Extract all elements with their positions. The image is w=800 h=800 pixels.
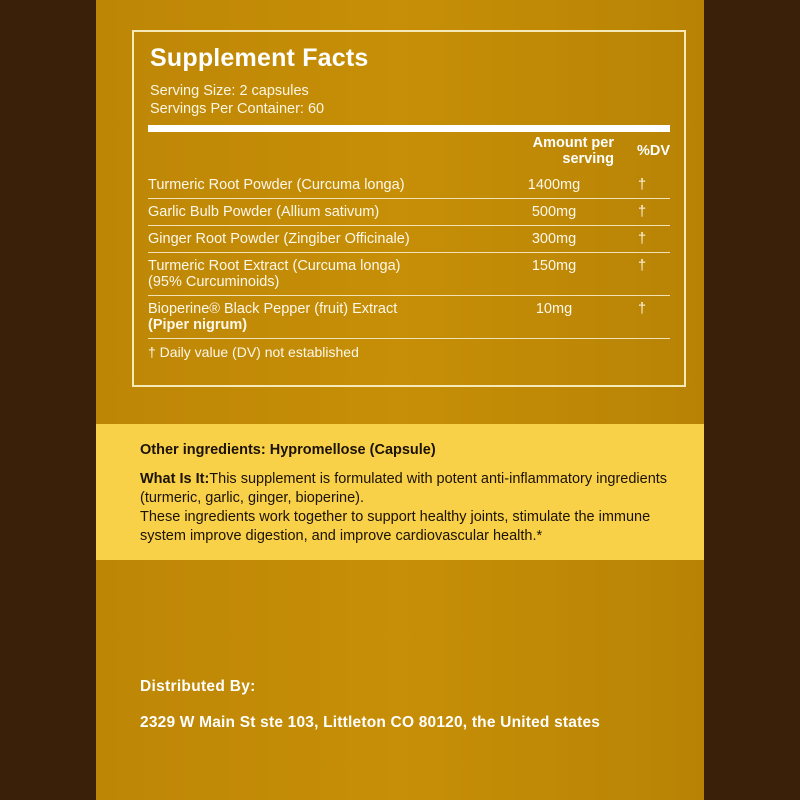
distributed-by-block <box>140 678 700 732</box>
what-is-it-text-1: This supplement is formulated with potent anti-inflammatory ingredients (turmeric, garlic, ginger, bioperine). <box>140 471 668 507</box>
ingredient-amount: 10mg <box>494 296 614 339</box>
other-ingredients-label: Other ingredients: <box>140 442 266 458</box>
table-row <box>148 172 670 199</box>
supplement-facts-table <box>148 132 670 365</box>
ingredient-dv: † <box>614 199 670 226</box>
table-row <box>148 253 670 296</box>
daily-value-footnote: † Daily value (DV) not established <box>148 344 359 360</box>
other-ingredients-value: Hypromellose (Capsule) <box>269 442 436 458</box>
ingredient-amount: 1400mg <box>494 172 614 199</box>
ingredient-amount: 300mg <box>494 226 614 253</box>
distributed-by-title: Distributed By: <box>140 678 256 695</box>
table-header-row <box>148 132 670 172</box>
footnote-row <box>148 339 670 366</box>
ingredient-name-sub: (Piper nigrum) <box>148 317 248 333</box>
what-is-it-text-2: These ingredients work together to support healthy joints, stimulate the immune system improve digestion, and improve cardiovascular health.* <box>140 509 651 545</box>
page-title: Supplement Facts <box>150 44 369 72</box>
ingredient-dv: † <box>614 172 670 199</box>
serving-size: Serving Size: 2 capsules <box>150 83 309 99</box>
ingredient-dv: † <box>614 226 670 253</box>
ingredient-name: Turmeric Root Powder (Curcuma longa) <box>148 172 494 199</box>
product-label <box>96 0 704 800</box>
column-header-amount: Amount per serving <box>532 135 614 167</box>
table-row <box>148 226 670 253</box>
ingredient-dv: † <box>614 253 670 296</box>
what-is-it-label: What Is It: <box>140 471 210 487</box>
ingredient-name-main: Turmeric Root Extract (Curcuma longa) <box>148 258 401 274</box>
other-ingredients-block <box>96 424 704 560</box>
header-divider <box>148 125 670 132</box>
supplement-facts-panel <box>132 30 686 387</box>
ingredient-dv: † <box>614 296 670 339</box>
column-header-blank <box>148 132 494 172</box>
ingredient-name-main: Bioperine® Black Pepper (fruit) Extract <box>148 301 398 317</box>
ingredient-amount: 500mg <box>494 199 614 226</box>
servings-per-container: Servings Per Container: 60 <box>150 101 325 117</box>
table-row <box>148 199 670 226</box>
column-header-dv: %DV <box>636 143 670 159</box>
what-is-it-block <box>140 470 682 547</box>
table-row <box>148 296 670 339</box>
other-ingredients-line <box>140 442 682 458</box>
distributed-by-address: 2329 W Main St ste 103, Littleton CO 80120, the United states <box>140 714 601 731</box>
ingredient-name <box>148 253 494 296</box>
ingredient-name: Ginger Root Powder (Zingiber Officinale) <box>148 226 494 253</box>
ingredient-amount: 150mg <box>494 253 614 296</box>
ingredient-name <box>148 296 494 339</box>
ingredient-name-sub: (95% Curcuminoids) <box>148 274 280 290</box>
ingredient-name: Garlic Bulb Powder (Allium sativum) <box>148 199 494 226</box>
